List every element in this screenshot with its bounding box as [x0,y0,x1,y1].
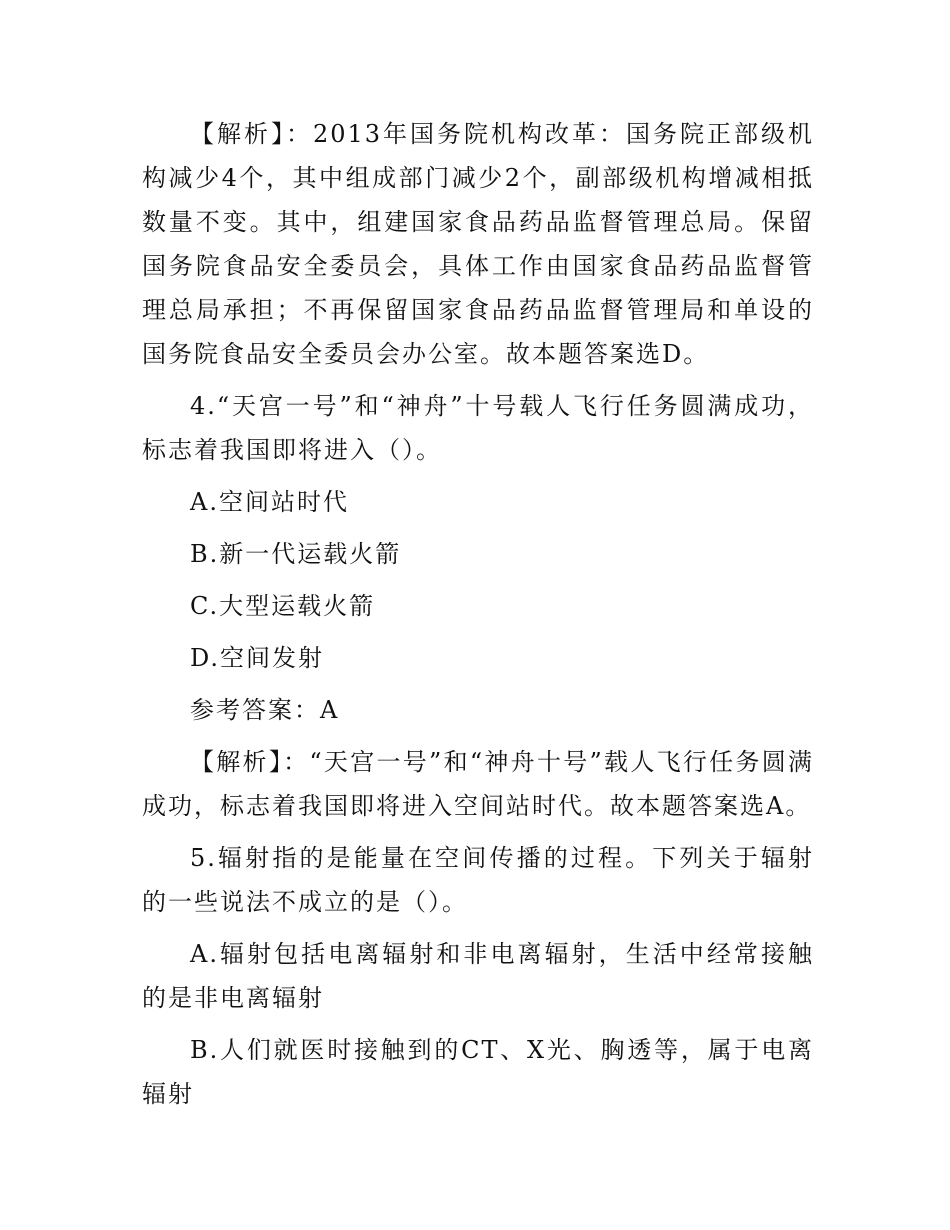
question-4-option-a: A.空间站时代 [190,488,349,516]
question-4-option-d: D.空间发射 [190,644,325,672]
question-5-option-b: B.人们就医时接触到的CT、X光、胸透等，属于电离辐射 [142,1036,814,1108]
document-body [142,112,814,1124]
question-4-option-c: C.大型运载火箭 [190,592,376,620]
question-4-stem: 4.“天宫一号”和“神舟”十号载人飞行任务圆满成功，标志着我国即将进入（）。 [142,392,814,464]
question-4-answer: 参考答案：A [190,696,340,724]
analysis-paragraph-q4: 【解析】：“天宫一号”和“神舟十号”载人飞行任务圆满成功，标志着我国即将进入空间站时代。故本题答案选A。 [142,748,814,820]
question-4-option-b: B.新一代运载火箭 [190,540,402,568]
question-5-stem: 5.辐射指的是能量在空间传播的过程。下列关于辐射的一些说法不成立的是（）。 [142,844,814,916]
analysis-paragraph-q3: 【解析】：2013年国务院机构改革：国务院正部级机构减少4个，其中组成部门减少2个，副部级机构增减相抵数量不变。其中，组建国家食品药品监督管理总局。保留国务院食品安全委员会，具体工作由国家食品药品监督管理总局承担；不再保留国家食品药品监督管理局和单设的国务院食品安全委员会办公室。故本题答案选D。 [142,120,814,368]
question-5-option-a: A.辐射包括电离辐射和非电离辐射，生活中经常接触的是非电离辐射 [142,940,814,1012]
